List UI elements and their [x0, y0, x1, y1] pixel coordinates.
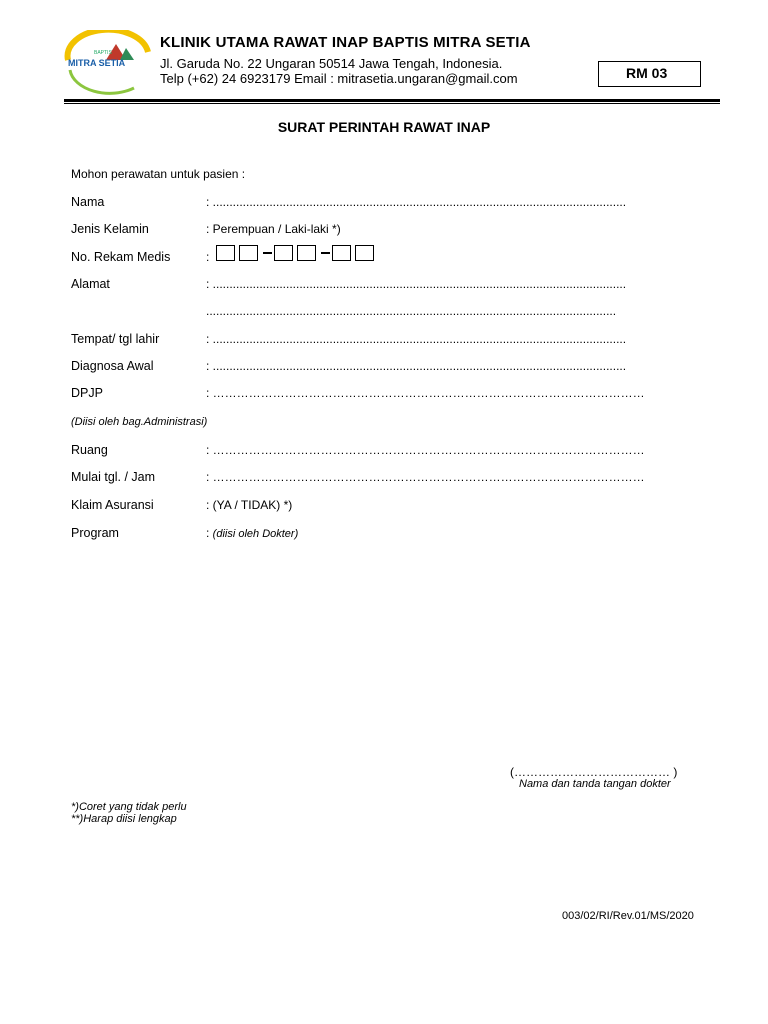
intro-text: Mohon perawatan untuk pasien :	[71, 167, 246, 181]
field-label-program: Program	[71, 526, 119, 540]
field-label-alamat: Alamat	[71, 277, 110, 291]
header-divider-thin	[64, 103, 720, 104]
footnote-lengkap: **)Harap diisi lengkap	[71, 813, 177, 825]
field-colon-rekam-medis: :	[206, 250, 210, 264]
signature-line[interactable]: (………………………………… )	[510, 765, 678, 779]
program-colon: :	[206, 526, 213, 540]
rekam-dash-1	[263, 252, 272, 254]
clinic-contact: Telp (+62) 24 6923179 Email : mitrasetia.ungaran@gmail.com	[160, 71, 518, 86]
field-value-alamat[interactable]: : ............................................................................................................................	[206, 277, 627, 291]
document-title: SURAT PERINTAH RAWAT INAP	[277, 119, 491, 135]
rekam-box-1[interactable]	[216, 245, 235, 261]
footnote-coret: *)Coret yang tidak perlu	[71, 801, 187, 813]
field-value-dpjp[interactable]: : ………………………………………………………………………………………………	[206, 386, 645, 400]
signature-label: Nama dan tanda tangan dokter	[519, 778, 671, 790]
field-value-nama[interactable]: : ............................................................................................................................	[206, 195, 627, 209]
field-label-tempat-tgl-lahir: Tempat/ tgl lahir	[71, 332, 160, 346]
rekam-medis-boxes[interactable]	[216, 245, 386, 263]
field-value-alamat-line2[interactable]: ...........................................................................................................................	[206, 304, 617, 318]
rekam-box-3[interactable]	[274, 245, 293, 261]
field-value-ruang[interactable]: : ………………………………………………………………………………………………	[206, 443, 645, 457]
field-label-klaim-asuransi: Klaim Asuransi	[71, 498, 154, 512]
logo-text-top: BAPTIS	[94, 50, 112, 56]
field-label-mulai-tgl-jam: Mulai tgl. / Jam	[71, 470, 156, 484]
clinic-logo	[64, 30, 154, 98]
field-label-rekam-medis: No. Rekam Medis	[71, 250, 171, 264]
field-label-dpjp: DPJP	[71, 386, 103, 400]
clinic-name: KLINIK UTAMA RAWAT INAP BAPTIS MITRA SETIA	[160, 34, 531, 51]
rekam-box-4[interactable]	[297, 245, 316, 261]
form-code: RM 03	[626, 65, 668, 81]
rekam-box-5[interactable]	[332, 245, 351, 261]
field-value-jenis-kelamin[interactable]: : Perempuan / Laki-laki *)	[206, 222, 341, 236]
field-value-mulai-tgl-jam[interactable]: : ………………………………………………………………………………………………	[206, 470, 645, 484]
field-label-diagnosa-awal: Diagnosa Awal	[71, 359, 154, 373]
rekam-dash-2	[321, 252, 330, 254]
clinic-address: Jl. Garuda No. 22 Ungaran 50514 Jawa Tengah, Indonesia.	[160, 56, 503, 71]
field-label-nama: Nama	[71, 195, 105, 209]
field-value-program[interactable]	[206, 526, 712, 540]
header-divider-thick	[64, 99, 720, 102]
program-hint: (diisi oleh Dokter)	[212, 528, 299, 540]
admin-section-note: (Diisi oleh bag.Administrasi)	[71, 416, 208, 428]
rekam-box-2[interactable]	[239, 245, 258, 261]
field-label-ruang: Ruang	[71, 443, 108, 457]
field-label-jenis-kelamin: Jenis Kelamin	[71, 222, 149, 236]
rekam-box-6[interactable]	[355, 245, 374, 261]
field-value-tempat-tgl-lahir[interactable]: : ............................................................................................................................	[206, 332, 627, 346]
field-value-diagnosa-awal[interactable]: : ............................................................................................................................	[206, 359, 627, 373]
field-value-klaim-asuransi[interactable]: : (YA / TIDAK) *)	[206, 498, 293, 512]
document-number: 003/02/RI/Rev.01/MS/2020	[562, 910, 694, 922]
logo-text-main: MITRA SETIA	[68, 58, 126, 68]
